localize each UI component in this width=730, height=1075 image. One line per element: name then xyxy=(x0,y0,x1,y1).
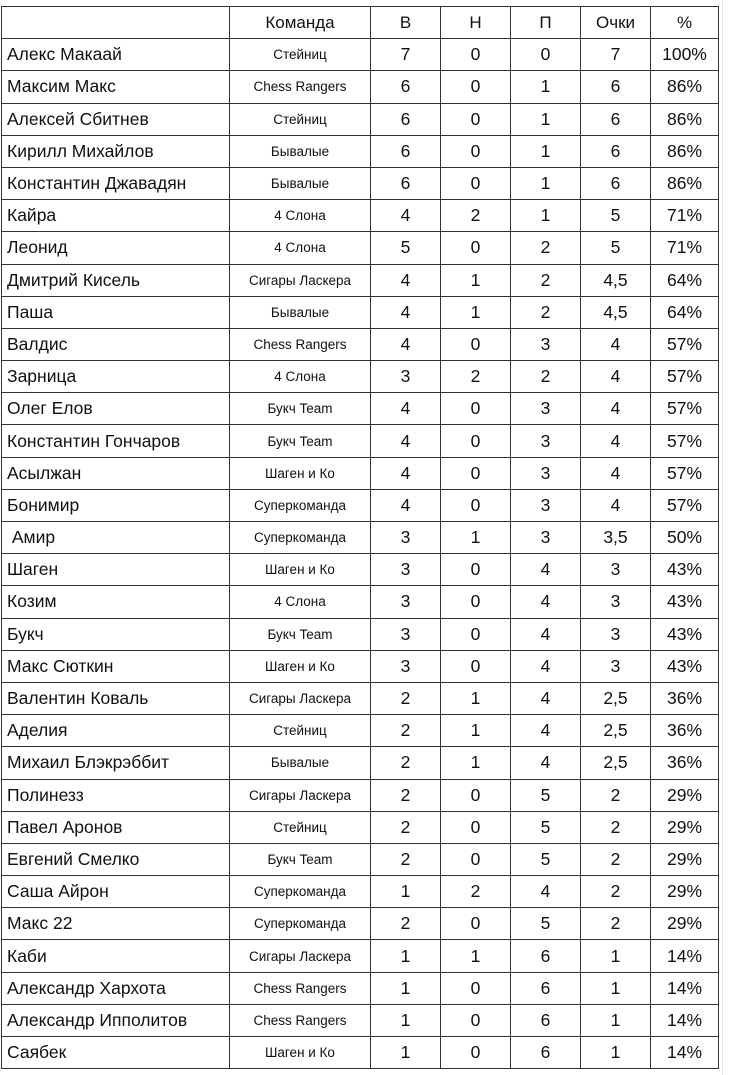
draws-cell: 2 xyxy=(441,361,511,393)
table-row xyxy=(2,135,719,167)
points-cell: 2,5 xyxy=(581,682,651,714)
table-row xyxy=(2,876,719,908)
points-cell: 3 xyxy=(581,586,651,618)
team-name-cell: Бывалые xyxy=(230,167,371,199)
points-cell: 2 xyxy=(581,779,651,811)
losses-cell: 4 xyxy=(511,554,581,586)
team-name-cell: Стейниц xyxy=(230,811,371,843)
losses-cell: 2 xyxy=(511,264,581,296)
points-cell: 1 xyxy=(581,940,651,972)
player-name-cell: Алекс Макаай xyxy=(2,39,230,71)
percent-cell: 64% xyxy=(651,264,719,296)
losses-cell: 6 xyxy=(511,1004,581,1036)
wins-cell: 2 xyxy=(371,779,441,811)
losses-cell: 4 xyxy=(511,618,581,650)
percent-cell: 36% xyxy=(651,715,719,747)
points-cell: 2 xyxy=(581,843,651,875)
team-name-cell: Бывалые xyxy=(230,135,371,167)
points-cell: 4,5 xyxy=(581,296,651,328)
points-cell: 1 xyxy=(581,1004,651,1036)
percent-cell: 86% xyxy=(651,71,719,103)
player-name-cell: Максим Макс xyxy=(2,71,230,103)
table-row xyxy=(2,296,719,328)
player-name-cell: Букч xyxy=(2,618,230,650)
wins-cell: 3 xyxy=(371,554,441,586)
losses-cell: 2 xyxy=(511,296,581,328)
losses-cell: 1 xyxy=(511,200,581,232)
losses-cell: 6 xyxy=(511,1037,581,1069)
table-row xyxy=(2,425,719,457)
points-cell: 4 xyxy=(581,457,651,489)
table-row xyxy=(2,264,719,296)
draws-cell: 0 xyxy=(441,328,511,360)
player-name-cell: Амир xyxy=(2,522,230,554)
player-name-cell: Константин Джавадян xyxy=(2,167,230,199)
table-row xyxy=(2,71,719,103)
table-row xyxy=(2,586,719,618)
draws-cell: 0 xyxy=(441,650,511,682)
points-cell: 2 xyxy=(581,908,651,940)
points-cell: 3 xyxy=(581,554,651,586)
losses-cell: 4 xyxy=(511,682,581,714)
player-name-cell: Валентин Коваль xyxy=(2,682,230,714)
wins-cell: 3 xyxy=(371,618,441,650)
percent-cell: 57% xyxy=(651,489,719,521)
wins-cell: 2 xyxy=(371,811,441,843)
wins-cell: 6 xyxy=(371,135,441,167)
wins-cell: 2 xyxy=(371,843,441,875)
wins-cell: 4 xyxy=(371,264,441,296)
team-name-cell: Стейниц xyxy=(230,103,371,135)
wins-cell: 5 xyxy=(371,232,441,264)
losses-cell: 2 xyxy=(511,361,581,393)
player-name-cell: Аделия xyxy=(2,715,230,747)
points-cell: 2 xyxy=(581,811,651,843)
header-wins: В xyxy=(371,7,441,39)
points-cell: 6 xyxy=(581,135,651,167)
points-cell: 6 xyxy=(581,71,651,103)
draws-cell: 0 xyxy=(441,554,511,586)
table-row xyxy=(2,908,719,940)
player-name-cell: Шаген xyxy=(2,554,230,586)
table-row xyxy=(2,811,719,843)
player-name-cell: Леонид xyxy=(2,232,230,264)
losses-cell: 5 xyxy=(511,779,581,811)
percent-cell: 57% xyxy=(651,328,719,360)
draws-cell: 0 xyxy=(441,779,511,811)
draws-cell: 0 xyxy=(441,618,511,650)
wins-cell: 2 xyxy=(371,715,441,747)
wins-cell: 3 xyxy=(371,361,441,393)
points-cell: 4 xyxy=(581,328,651,360)
losses-cell: 3 xyxy=(511,393,581,425)
losses-cell: 5 xyxy=(511,843,581,875)
team-name-cell: Шаген и Ко xyxy=(230,650,371,682)
team-name-cell: Шаген и Ко xyxy=(230,1037,371,1069)
percent-cell: 86% xyxy=(651,103,719,135)
points-cell: 3 xyxy=(581,618,651,650)
header-row xyxy=(2,7,719,39)
wins-cell: 1 xyxy=(371,1037,441,1069)
points-cell: 3,5 xyxy=(581,522,651,554)
team-name-cell: Шаген и Ко xyxy=(230,457,371,489)
wins-cell: 4 xyxy=(371,296,441,328)
player-name-cell: Александр Ипполитов xyxy=(2,1004,230,1036)
points-cell: 5 xyxy=(581,200,651,232)
percent-cell: 57% xyxy=(651,457,719,489)
points-cell: 4 xyxy=(581,361,651,393)
points-cell: 4 xyxy=(581,393,651,425)
table-row xyxy=(2,232,719,264)
team-name-cell: Сигары Ласкера xyxy=(230,779,371,811)
table-row xyxy=(2,779,719,811)
draws-cell: 1 xyxy=(441,296,511,328)
player-name-cell: Козим xyxy=(2,586,230,618)
table-row xyxy=(2,393,719,425)
draws-cell: 0 xyxy=(441,232,511,264)
points-cell: 2,5 xyxy=(581,715,651,747)
points-cell: 2,5 xyxy=(581,747,651,779)
losses-cell: 3 xyxy=(511,489,581,521)
table-row xyxy=(2,618,719,650)
percent-cell: 100% xyxy=(651,39,719,71)
table-row xyxy=(2,457,719,489)
team-name-cell: Chess Rangers xyxy=(230,71,371,103)
draws-cell: 2 xyxy=(441,876,511,908)
team-name-cell: Бывалые xyxy=(230,747,371,779)
player-name-cell: Каби xyxy=(2,940,230,972)
table-row xyxy=(2,1004,719,1036)
draws-cell: 0 xyxy=(441,843,511,875)
team-name-cell: 4 Слона xyxy=(230,586,371,618)
percent-cell: 14% xyxy=(651,1037,719,1069)
percent-cell: 36% xyxy=(651,747,719,779)
team-name-cell: Суперкоманда xyxy=(230,489,371,521)
draws-cell: 0 xyxy=(441,135,511,167)
player-name-cell: Валдис xyxy=(2,328,230,360)
percent-cell: 36% xyxy=(651,682,719,714)
team-name-cell: Букч Team xyxy=(230,393,371,425)
draws-cell: 0 xyxy=(441,972,511,1004)
draws-cell: 1 xyxy=(441,522,511,554)
points-cell: 6 xyxy=(581,167,651,199)
table-row xyxy=(2,972,719,1004)
percent-cell: 71% xyxy=(651,232,719,264)
percent-cell: 64% xyxy=(651,296,719,328)
draws-cell: 0 xyxy=(441,457,511,489)
table-row xyxy=(2,843,719,875)
draws-cell: 0 xyxy=(441,39,511,71)
losses-cell: 4 xyxy=(511,747,581,779)
losses-cell: 6 xyxy=(511,972,581,1004)
player-name-cell: Павел Аронов xyxy=(2,811,230,843)
player-name-cell: Александр Хархота xyxy=(2,972,230,1004)
team-name-cell: Букч Team xyxy=(230,425,371,457)
points-cell: 5 xyxy=(581,232,651,264)
draws-cell: 0 xyxy=(441,167,511,199)
player-name-cell: Евгений Смелко xyxy=(2,843,230,875)
wins-cell: 2 xyxy=(371,908,441,940)
points-cell: 1 xyxy=(581,972,651,1004)
points-cell: 6 xyxy=(581,103,651,135)
percent-cell: 29% xyxy=(651,779,719,811)
team-name-cell: Букч Team xyxy=(230,843,371,875)
wins-cell: 1 xyxy=(371,940,441,972)
draws-cell: 0 xyxy=(441,1004,511,1036)
player-name-cell: Константин Гончаров xyxy=(2,425,230,457)
percent-cell: 43% xyxy=(651,554,719,586)
player-name-cell: Кирилл Михайлов xyxy=(2,135,230,167)
team-name-cell: Стейниц xyxy=(230,715,371,747)
team-name-cell: Букч Team xyxy=(230,618,371,650)
player-name-cell: Кайра xyxy=(2,200,230,232)
wins-cell: 4 xyxy=(371,328,441,360)
losses-cell: 5 xyxy=(511,811,581,843)
draws-cell: 0 xyxy=(441,811,511,843)
draws-cell: 0 xyxy=(441,71,511,103)
wins-cell: 4 xyxy=(371,457,441,489)
percent-cell: 29% xyxy=(651,843,719,875)
player-name-cell: Бонимир xyxy=(2,489,230,521)
points-cell: 4,5 xyxy=(581,264,651,296)
player-name-cell: Дмитрий Кисель xyxy=(2,264,230,296)
player-name-cell: Полинезз xyxy=(2,779,230,811)
draws-cell: 0 xyxy=(441,425,511,457)
header-points: Очки xyxy=(581,7,651,39)
table-row xyxy=(2,200,719,232)
table-row xyxy=(2,682,719,714)
points-cell: 3 xyxy=(581,650,651,682)
percent-cell: 43% xyxy=(651,618,719,650)
team-name-cell: Chess Rangers xyxy=(230,328,371,360)
player-name-cell: Михаил Блэкрэббит xyxy=(2,747,230,779)
losses-cell: 4 xyxy=(511,586,581,618)
percent-cell: 14% xyxy=(651,972,719,1004)
player-name-cell: Саша Айрон xyxy=(2,876,230,908)
wins-cell: 3 xyxy=(371,650,441,682)
header-losses: П xyxy=(511,7,581,39)
draws-cell: 0 xyxy=(441,586,511,618)
table-row xyxy=(2,489,719,521)
percent-cell: 86% xyxy=(651,135,719,167)
losses-cell: 1 xyxy=(511,103,581,135)
draws-cell: 0 xyxy=(441,103,511,135)
table-row xyxy=(2,39,719,71)
percent-cell: 29% xyxy=(651,811,719,843)
percent-cell: 14% xyxy=(651,940,719,972)
draws-cell: 0 xyxy=(441,1037,511,1069)
percent-cell: 29% xyxy=(651,908,719,940)
table-row xyxy=(2,103,719,135)
draws-cell: 2 xyxy=(441,200,511,232)
player-name-cell: Олег Елов xyxy=(2,393,230,425)
table-row xyxy=(2,167,719,199)
percent-cell: 71% xyxy=(651,200,719,232)
draws-cell: 1 xyxy=(441,264,511,296)
table-row xyxy=(2,554,719,586)
table-row xyxy=(2,715,719,747)
losses-cell: 2 xyxy=(511,232,581,264)
team-name-cell: 4 Слона xyxy=(230,361,371,393)
wins-cell: 3 xyxy=(371,586,441,618)
header-player xyxy=(2,7,230,39)
percent-cell: 29% xyxy=(651,876,719,908)
team-name-cell: Chess Rangers xyxy=(230,972,371,1004)
percent-cell: 50% xyxy=(651,522,719,554)
standings-table xyxy=(1,6,719,1069)
wins-cell: 3 xyxy=(371,522,441,554)
draws-cell: 0 xyxy=(441,908,511,940)
team-name-cell: Chess Rangers xyxy=(230,1004,371,1036)
losses-cell: 4 xyxy=(511,876,581,908)
losses-cell: 1 xyxy=(511,167,581,199)
points-cell: 4 xyxy=(581,425,651,457)
team-name-cell: Сигары Ласкера xyxy=(230,682,371,714)
draws-cell: 0 xyxy=(441,489,511,521)
losses-cell: 1 xyxy=(511,135,581,167)
wins-cell: 4 xyxy=(371,393,441,425)
draws-cell: 1 xyxy=(441,940,511,972)
percent-cell: 43% xyxy=(651,650,719,682)
percent-cell: 57% xyxy=(651,425,719,457)
points-cell: 4 xyxy=(581,489,651,521)
player-name-cell: Алексей Сбитнев xyxy=(2,103,230,135)
player-name-cell: Паша xyxy=(2,296,230,328)
wins-cell: 4 xyxy=(371,489,441,521)
team-name-cell: Сигары Ласкера xyxy=(230,940,371,972)
percent-cell: 14% xyxy=(651,1004,719,1036)
table-row xyxy=(2,522,719,554)
points-cell: 7 xyxy=(581,39,651,71)
wins-cell: 6 xyxy=(371,167,441,199)
team-name-cell: Суперкоманда xyxy=(230,876,371,908)
wins-cell: 6 xyxy=(371,103,441,135)
table-row xyxy=(2,747,719,779)
draws-cell: 0 xyxy=(441,393,511,425)
wins-cell: 1 xyxy=(371,1004,441,1036)
percent-cell: 43% xyxy=(651,586,719,618)
percent-cell: 57% xyxy=(651,393,719,425)
draws-cell: 1 xyxy=(441,747,511,779)
team-name-cell: Стейниц xyxy=(230,39,371,71)
losses-cell: 5 xyxy=(511,908,581,940)
losses-cell: 4 xyxy=(511,715,581,747)
player-name-cell: Макс 22 xyxy=(2,908,230,940)
header-percent: % xyxy=(651,7,719,39)
table-row xyxy=(2,328,719,360)
team-name-cell: Шаген и Ко xyxy=(230,554,371,586)
points-cell: 1 xyxy=(581,1037,651,1069)
wins-cell: 2 xyxy=(371,747,441,779)
wins-cell: 2 xyxy=(371,682,441,714)
team-name-cell: Суперкоманда xyxy=(230,908,371,940)
draws-cell: 1 xyxy=(441,715,511,747)
losses-cell: 6 xyxy=(511,940,581,972)
table-row xyxy=(2,650,719,682)
draws-cell: 1 xyxy=(441,682,511,714)
sheet-gridline xyxy=(722,0,723,1075)
losses-cell: 4 xyxy=(511,650,581,682)
losses-cell: 3 xyxy=(511,425,581,457)
wins-cell: 4 xyxy=(371,425,441,457)
losses-cell: 0 xyxy=(511,39,581,71)
player-name-cell: Макс Сюткин xyxy=(2,650,230,682)
team-name-cell: 4 Слона xyxy=(230,232,371,264)
percent-cell: 86% xyxy=(651,167,719,199)
percent-cell: 57% xyxy=(651,361,719,393)
player-name-cell: Зарница xyxy=(2,361,230,393)
team-name-cell: Бывалые xyxy=(230,296,371,328)
table-row xyxy=(2,361,719,393)
team-name-cell: 4 Слона xyxy=(230,200,371,232)
player-name-cell: Асылжан xyxy=(2,457,230,489)
wins-cell: 4 xyxy=(371,200,441,232)
header-team: Команда xyxy=(230,7,371,39)
header-draws: Н xyxy=(441,7,511,39)
losses-cell: 3 xyxy=(511,457,581,489)
wins-cell: 7 xyxy=(371,39,441,71)
wins-cell: 1 xyxy=(371,876,441,908)
losses-cell: 3 xyxy=(511,522,581,554)
points-cell: 2 xyxy=(581,876,651,908)
player-name-cell: Саябек xyxy=(2,1037,230,1069)
losses-cell: 1 xyxy=(511,71,581,103)
table-row xyxy=(2,1037,719,1069)
wins-cell: 6 xyxy=(371,71,441,103)
team-name-cell: Сигары Ласкера xyxy=(230,264,371,296)
table-row xyxy=(2,940,719,972)
wins-cell: 1 xyxy=(371,972,441,1004)
losses-cell: 3 xyxy=(511,328,581,360)
team-name-cell: Суперкоманда xyxy=(230,522,371,554)
